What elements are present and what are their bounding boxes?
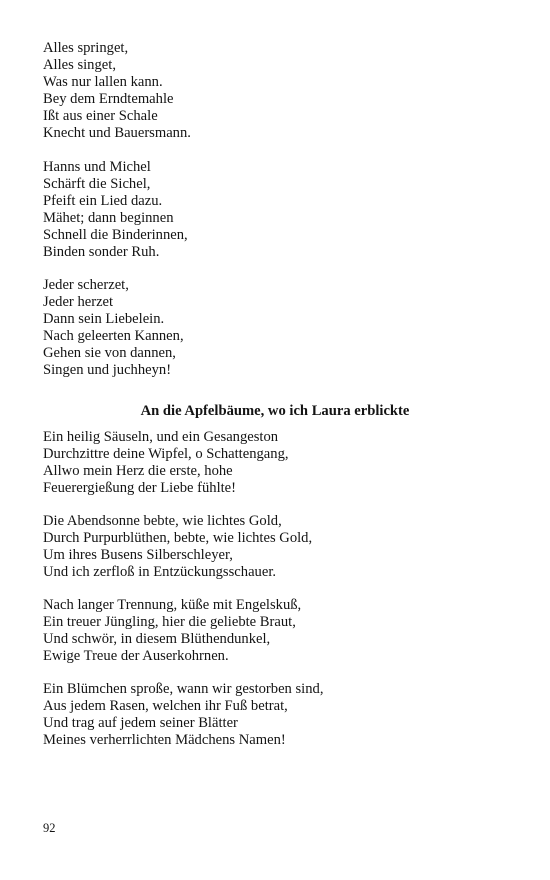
poem1-stanza-2 (43, 159, 513, 262)
verse-line: Jeder herzet (43, 294, 114, 311)
verse-line: Mähet; dann beginnen (43, 210, 174, 227)
poem1-stanza-1 (43, 40, 513, 143)
verse-line: Pfeift ein Lied dazu. (43, 193, 163, 210)
verse-line: Dann sein Liebelein. (43, 311, 165, 328)
verse-line: Singen und juchheyn! (43, 362, 172, 379)
verse-line: Binden sonder Ruh. (43, 244, 160, 261)
verse-line: Ein Blümchen sproße, wann wir gestorben sind, (43, 681, 324, 697)
verse-line: Knecht und Bauersmann. (43, 125, 191, 142)
verse-line: Was nur lallen kann. (43, 74, 163, 91)
verse-line: Nach langer Trennung, küße mit Engelskuß, (43, 597, 302, 613)
verse-line: Feuerergießung der Liebe fühlte! (43, 480, 237, 497)
verse-line: Alles singet, (43, 57, 116, 74)
verse-line: Und ich zerfloß in Entzückungsschauer. (43, 564, 277, 581)
verse-line: Meines verherrlichten Mädchens Namen! (43, 732, 286, 749)
poem1-stanza-3 (43, 277, 513, 380)
poem2-stanza-1 (43, 429, 513, 497)
verse-line: Schärft die Sichel, (43, 176, 151, 193)
verse-line: Ein heilig Säuseln, und ein Gesangeston (43, 429, 279, 445)
verse-line: Nach geleerten Kannen, (43, 328, 184, 345)
verse-line: Schnell die Binderinnen, (43, 227, 188, 244)
verse-line: Aus jedem Rasen, welchen ihr Fuß betrat, (43, 698, 288, 715)
verse-line: Jeder scherzet, (43, 277, 129, 293)
verse-line: Gehen sie von dannen, (43, 345, 176, 362)
verse-line: Alles springet, (43, 40, 129, 56)
verse-line: Um ihres Busens Silberschleyer, (43, 547, 233, 564)
verse-line: Ißt aus einer Schale (43, 108, 158, 125)
verse-line: Ein treuer Jüngling, hier die geliebte Braut, (43, 614, 296, 631)
poem2-stanza-3 (43, 597, 513, 665)
verse-line: Durch Purpurblüthen, bebte, wie lichtes Gold, (43, 530, 313, 547)
verse-line: Durchzittre deine Wipfel, o Schattengang, (43, 446, 289, 463)
poem2-stanza-4 (43, 681, 513, 749)
verse-line: Hanns und Michel (43, 159, 151, 175)
verse-line: Und schwör, in diesem Blüthendunkel, (43, 631, 271, 648)
page-number: 92 (43, 821, 56, 835)
verse-line: Und trag auf jedem seiner Blätter (43, 715, 238, 732)
poem-title: An die Apfelbäume, wo ich Laura erblickte (140, 403, 410, 419)
verse-line: Bey dem Erndtemahle (43, 91, 174, 108)
poem2-stanza-2 (43, 513, 513, 581)
verse-line: Allwo mein Herz die erste, hohe (43, 463, 233, 480)
verse-line: Ewige Treue der Auserkohrnen. (43, 648, 229, 665)
verse-line: Die Abendsonne bebte, wie lichtes Gold, (43, 513, 282, 529)
